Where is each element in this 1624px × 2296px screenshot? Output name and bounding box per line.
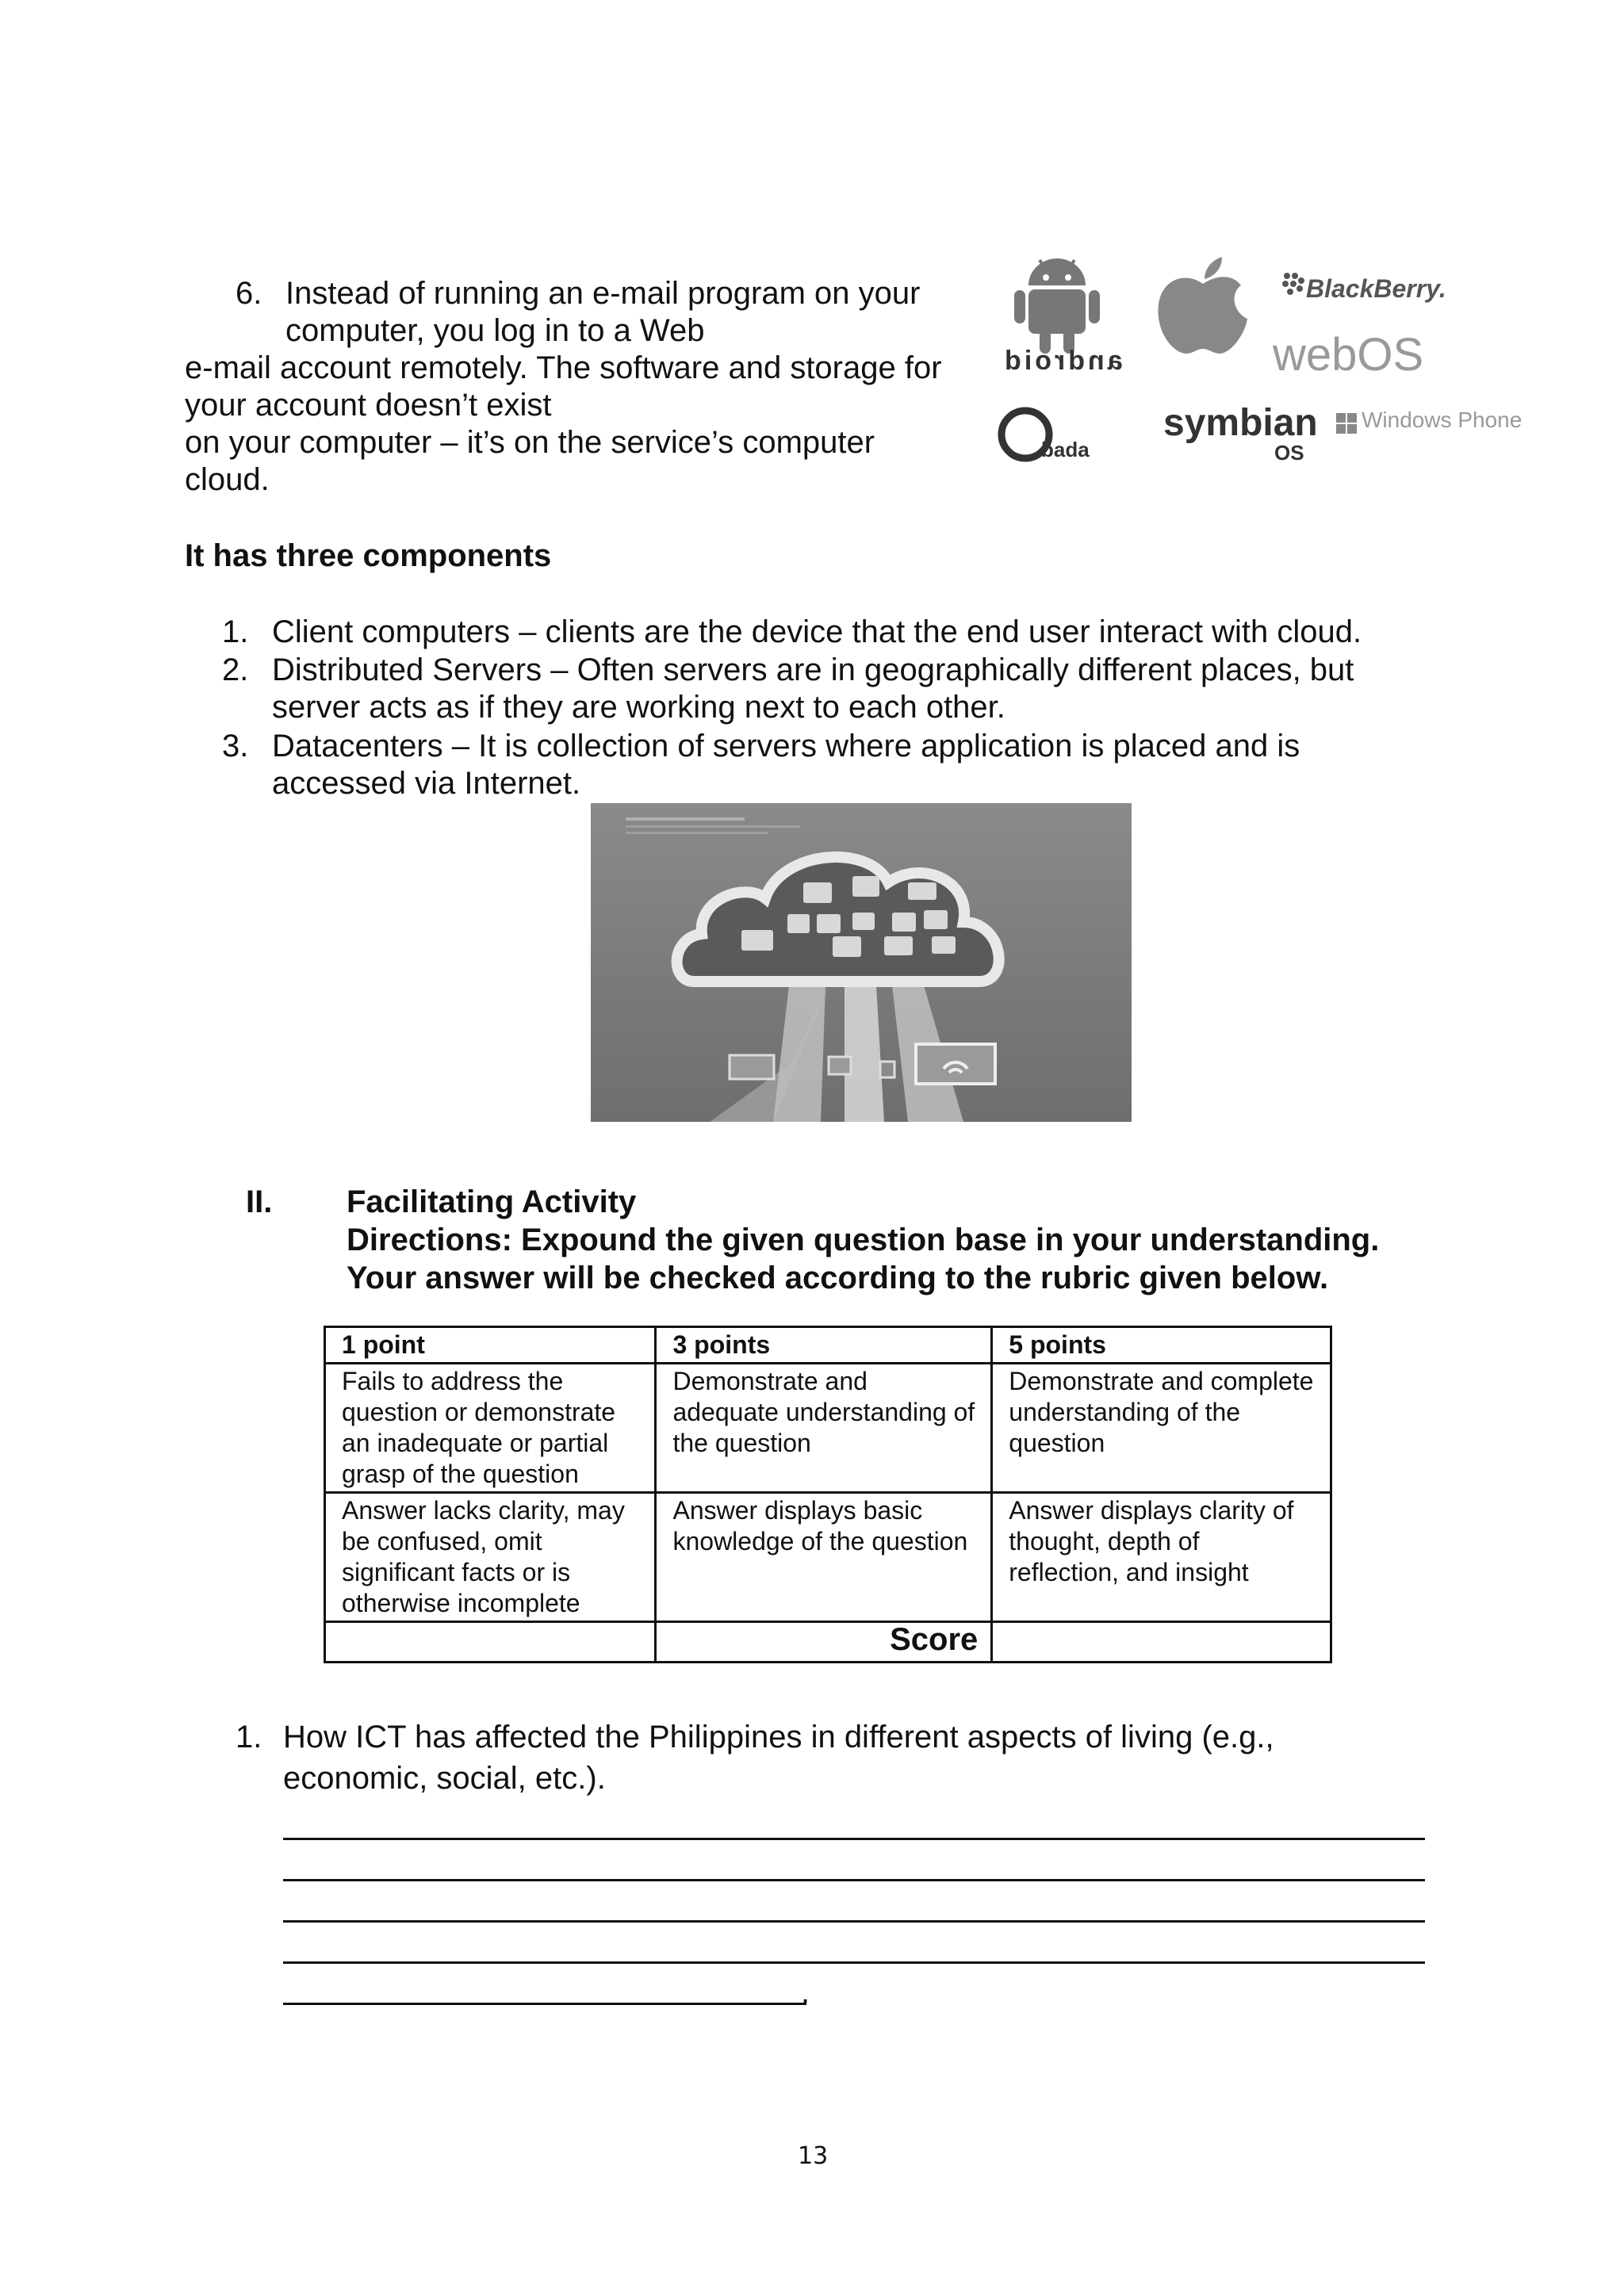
component-2-continuation: server acts as if they are working next to each other. bbox=[272, 690, 1005, 725]
components-heading: It has three components bbox=[185, 538, 552, 573]
windows-icon bbox=[1336, 413, 1357, 434]
rubric-row bbox=[325, 1364, 1331, 1493]
android-robot-icon bbox=[1014, 258, 1100, 354]
rubric-cell: Demonstrate and adequate understanding of the question bbox=[656, 1364, 992, 1493]
score-label: Score bbox=[656, 1622, 992, 1663]
windows-phone-logo-text: Windows Phone bbox=[1362, 408, 1522, 432]
component-1-number: 1. bbox=[222, 614, 249, 649]
rubric-score-row bbox=[325, 1622, 1331, 1663]
answer-line[interactable] bbox=[283, 1838, 1425, 1840]
blackberry-logo-text: BlackBerry. bbox=[1306, 274, 1446, 303]
component-3-number: 3. bbox=[222, 729, 249, 763]
rubric-header-1: 1 point bbox=[325, 1327, 656, 1364]
item6-line2: computer, you log in to a Web bbox=[285, 313, 705, 348]
rubric-cell: Answer displays basic knowledge of the question bbox=[656, 1493, 992, 1622]
rubric-row bbox=[325, 1493, 1331, 1622]
item6-line1: Instead of running an e-mail program on your bbox=[285, 276, 921, 311]
symbian-logo-text: symbian bbox=[1163, 402, 1318, 444]
item6-line3: e-mail account remotely. The software and storage for bbox=[185, 350, 942, 385]
component-3-continuation: accessed via Internet. bbox=[272, 766, 581, 801]
symbian-os-text: OS bbox=[1274, 441, 1304, 465]
rubric-cell: Answer displays clarity of thought, depth of reflection, and insight bbox=[992, 1493, 1331, 1622]
rubric-header-3: 3 points bbox=[656, 1327, 992, 1364]
answer-end-mark: . bbox=[801, 1975, 810, 2010]
activity-directions-1: Directions: Expound the given question base in your understanding. bbox=[347, 1223, 1380, 1257]
component-2-number: 2. bbox=[222, 652, 249, 687]
score-value-cell[interactable] bbox=[992, 1622, 1331, 1663]
answer-line[interactable] bbox=[283, 1879, 1425, 1881]
item6-line4: your account doesn’t exist bbox=[185, 388, 552, 423]
component-3-text: Datacenters – It is collection of servers where application is placed and is bbox=[272, 729, 1300, 763]
question-line1: How ICT has affected the Philippines in different aspects of living (e.g., bbox=[283, 1720, 1274, 1755]
rubric-cell: Answer lacks clarity, may be confused, omit significant facts or is otherwise incomplete bbox=[325, 1493, 656, 1622]
item6-number: 6. bbox=[236, 276, 262, 311]
rubric-cell: Fails to address the question or demonstrate an inadequate or partial grasp of the question bbox=[325, 1364, 656, 1493]
webos-logo-text: webOS bbox=[1273, 329, 1424, 381]
blackberry-icon bbox=[1282, 273, 1304, 295]
component-2-text: Distributed Servers – Often servers are in geographically different places, but bbox=[272, 652, 1354, 687]
answer-line[interactable] bbox=[283, 1961, 1425, 1964]
answer-line[interactable] bbox=[283, 1920, 1425, 1923]
cloud-computing-illustration bbox=[591, 803, 1132, 1122]
activity-directions-2: Your answer will be checked according to the rubric given below. bbox=[347, 1261, 1329, 1295]
component-1-text: Client computers – clients are the device that the end user interact with cloud. bbox=[272, 614, 1362, 649]
rubric-header-5: 5 points bbox=[992, 1327, 1331, 1364]
question-line2: economic, social, etc.). bbox=[283, 1761, 606, 1796]
bada-logo-text: bada bbox=[1041, 438, 1090, 461]
rubric-cell: Demonstrate and complete understanding of the question bbox=[992, 1364, 1331, 1493]
rubric-header-row bbox=[325, 1327, 1331, 1364]
activity-title: Facilitating Activity bbox=[347, 1184, 637, 1219]
page-number: 13 bbox=[798, 2142, 829, 2170]
item6-line5: on your computer – it’s on the service’s computer bbox=[185, 425, 875, 460]
question-number: 1. bbox=[236, 1720, 262, 1755]
rubric-table bbox=[324, 1326, 1332, 1663]
score-blank-cell bbox=[325, 1622, 656, 1663]
mobile-os-logos bbox=[995, 252, 1534, 474]
android-logo-text: android bbox=[1002, 346, 1123, 376]
item6-line6: cloud. bbox=[185, 462, 270, 497]
answer-line[interactable] bbox=[283, 2003, 806, 2005]
apple-icon bbox=[1158, 257, 1247, 354]
activity-numeral: II. bbox=[246, 1184, 273, 1219]
